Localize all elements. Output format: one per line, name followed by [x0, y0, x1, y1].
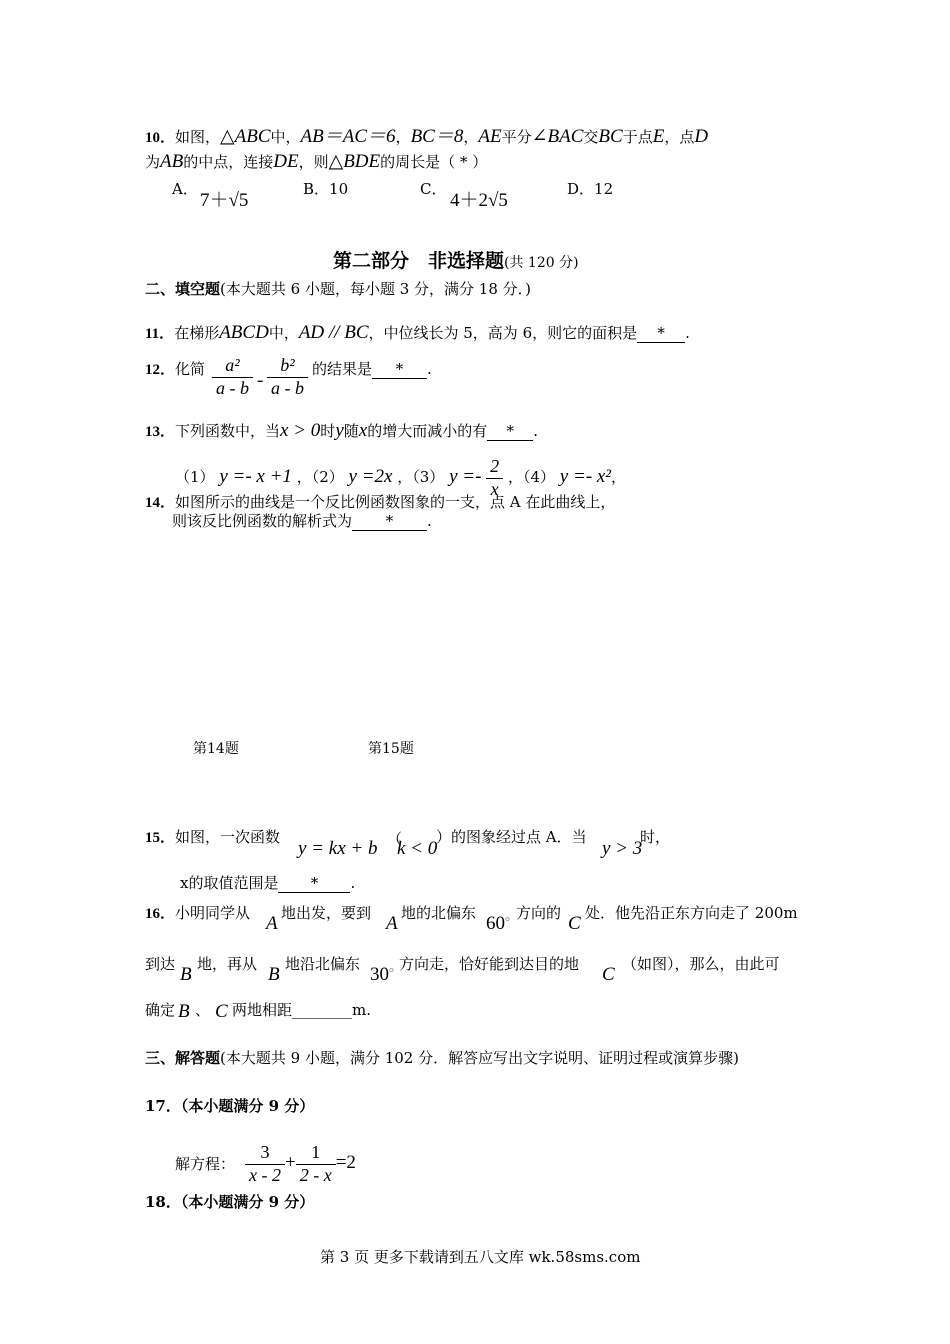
q15-function: y = kx + b: [298, 838, 378, 859]
q16-text: 、: [195, 1001, 211, 1019]
q15-k: k < 0: [397, 838, 438, 859]
q14-line2: 则该反比例函数的解析式为 * .: [172, 512, 432, 530]
q10-option-b: B．10: [303, 180, 349, 198]
q16-text: 地，再从: [197, 955, 258, 973]
q16-A2: A: [386, 913, 398, 934]
q15-line2: x的取值范围是 * .: [180, 874, 356, 892]
q13: 13．下列函数中，当x > 0时y随x的增大而减小的有 * .: [145, 420, 538, 441]
section2-header: 二、填空题(本大题共 6 小题，每小题 3 分，满分 18 分．): [145, 280, 532, 298]
section3-header: 三、解答题(本大题共 9 小题，满分 102 分．解答应写出文字说明、证明过程或演算步骤): [145, 1049, 739, 1067]
q16-C3: C: [215, 1001, 228, 1022]
q12-fraction-2: $\frac{\text{b²}}{a - b}$: [267, 355, 308, 399]
q10-option-c: C．: [420, 180, 447, 198]
q17-header: 17．（本小题满分 9 分）: [145, 1097, 315, 1115]
q10-option-c-value: 4＋2√5: [450, 190, 508, 211]
part2-title: 第二部分 非选择题(共 120 分): [333, 250, 579, 272]
q16-deg30: 30○: [370, 964, 394, 985]
q16-B1: B: [180, 964, 192, 985]
q16-text: 地出发，要到: [281, 904, 372, 922]
q15-line1-text: 15．如图，一次函数: [145, 828, 281, 846]
q11: 11．在梯形ABCD中，AD // BC，中位线长为 5，高为 6，则它的面积是 * .: [145, 322, 690, 343]
q16-deg60: 60○: [486, 913, 510, 934]
q16-line1: 16．小明同学从: [145, 904, 251, 922]
q16-C1: C: [568, 913, 581, 934]
q17-label: 解方程：: [175, 1155, 236, 1173]
q16-A1: A: [266, 913, 278, 934]
caption-q15: 第15题: [368, 741, 414, 757]
q15-paren-open: （: [387, 830, 403, 848]
answer-blank: *: [459, 153, 468, 171]
q16-text: 地的北偏东: [401, 904, 477, 922]
q16-B2: B: [268, 964, 280, 985]
q16-B3: B: [178, 1001, 190, 1022]
q10-number: 10．: [145, 130, 176, 146]
answer-blank: *: [372, 360, 427, 379]
q14-line1: 14．如图所示的曲线是一个反比例函数图象的一支，点 A 在此曲线上，: [145, 493, 616, 511]
q16-text: 方向的: [516, 904, 562, 922]
q12-tail: 的结果是 * .: [312, 360, 432, 378]
q10-option-a-value: 7＋√5: [200, 190, 249, 211]
answer-blank: *: [352, 512, 427, 531]
q16-text: 处．他先沿正东方向走了 200m: [585, 904, 798, 922]
answer-blank: *: [278, 874, 350, 893]
q16-text: 方向走，恰好能到达目的地: [399, 955, 580, 973]
q16-text: 到达: [145, 955, 176, 973]
q16-text: 确定: [145, 1001, 176, 1019]
q16-text: （如图），那么，由此可: [622, 955, 780, 973]
q16-text: 地沿北偏东: [285, 955, 361, 973]
q10-line1: 10．如图，△ABC中，AB＝AC＝6，BC＝8，AE平分∠BAC交BC于点E，点D: [145, 126, 709, 147]
q15-line1-rest: ）的图象经过点 A．当: [436, 828, 587, 846]
page-footer: 第 3 页 更多下载请到五八文库 wk.58sms.com: [320, 1248, 641, 1266]
q10-option-d: D．12: [567, 180, 614, 198]
answer-blank: ________: [292, 1001, 353, 1019]
q15-when: 时，: [640, 828, 671, 846]
q10-line2: 为AB的中点，连接DE，则△BDE的周长是（ * ）: [145, 151, 488, 172]
answer-blank: *: [637, 324, 685, 343]
q10-option-a: A．: [172, 180, 198, 198]
q16-C2: C: [602, 964, 615, 985]
q13-options: （1） y =- x +1 ，（2） y =2x ，（3） y =- $\frac{2}{x}$ ，（4） y =- x²，: [175, 456, 627, 499]
caption-q14: 第14题: [193, 741, 239, 757]
answer-blank: *: [487, 422, 533, 441]
q12-minus: -: [257, 370, 264, 391]
q15-condition: y > 3: [602, 838, 643, 859]
q17-equation: $\frac{3}{x - 2}$ + $\frac{1}{2 - x}$ =2: [245, 1142, 356, 1186]
q16-line3-tail: 两地相距________m.: [232, 1001, 372, 1019]
q12: 12．化简: [145, 360, 206, 378]
q12-fraction-1: $\frac{\text{a²}}{a - b}$: [212, 355, 253, 399]
q18-header: 18．（本小题满分 9 分）: [145, 1193, 315, 1211]
